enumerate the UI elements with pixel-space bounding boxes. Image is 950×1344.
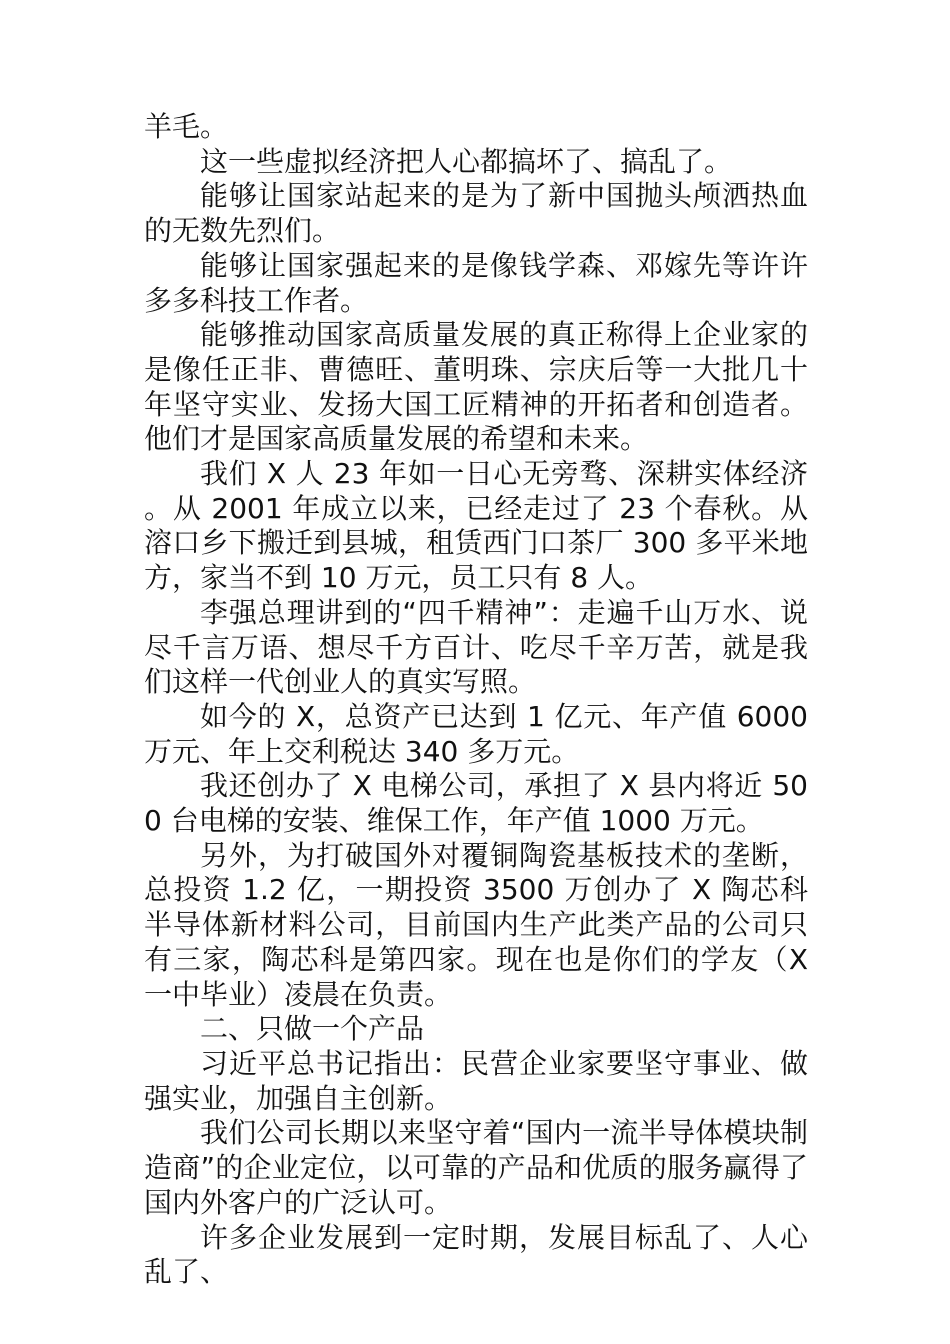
paragraph-8: 如今的 X，总资产已达到 1 亿元、年产值 6000 万元、年上交利税达 340 多万元。 [144,699,808,768]
paragraph-13: 我们公司长期以来坚守着“国内一流半导体模块制造商”的企业定位，以可靠的产品和优质的服务赢得了国内外客户的广泛认可。 [144,1116,808,1219]
paragraph-7: 李强总理讲到的“四千精神”：走遍千山万水、说尽千言万语、想尽千方百计、吃尽千辛万苦，就是我们这样一代创业人的真实写照。 [144,595,808,699]
paragraph-4: 能够让国家强起来的是像钱学森、邓嫁先等许许多多科技工作者。 [144,248,808,317]
paragraph-5: 能够推动国家高质量发展的真正称得上企业家的是像任正非、曹德旺、董明珠、宗庆后等一大批几十年坚守实业、发扬大国工匠精神的开拓者和创造者。他们才是国家高质量发展的希望和未来。 [144,318,808,456]
paragraph-10: 另外，为打破国外对覆铜陶瓷基板技术的垄断，总投资 1.2 亿，一期投资 3500 万创办了 X 陶芯科半导体新材料公司，目前国内生产此类产品的公司只有三家，陶芯科是第四家。现在也是你们的学友（X 一中毕业）凌晨在负责。 [144,838,808,1011]
paragraph-1: 羊毛。 [144,110,229,143]
paragraph-9: 我还创办了 X 电梯公司，承担了 X 县内将近 500 台电梯的安装、维保工作，年产值 1000 万元。 [144,769,808,838]
paragraph-12: 习近平总书记指出：民营企业家要坚守事业、做强实业，加强自主创新。 [144,1046,808,1115]
paragraph-6: 我们 X 人 23 年如一日心无旁骛、深耕实体经济。从 2001 年成立以来，已经走过了 23 个春秋。从溶口乡下搬迁到县城，租赁西门口茶厂 300 多平米地方，家当不到 10 万元，员工只有 8 人。 [144,457,808,595]
document-body [144,110,808,1290]
paragraph-3: 能够让国家站起来的是为了新中国抛头颅洒热血的无数先烈们。 [144,179,808,248]
paragraph-14: 许多企业发展到一定时期，发展目标乱了、人心乱了、 [144,1220,808,1289]
paragraph-2: 这一些虚拟经济把人心都搞坏了、搞乱了。 [200,144,733,178]
section-heading: 二、只做一个产品 [200,1012,425,1046]
